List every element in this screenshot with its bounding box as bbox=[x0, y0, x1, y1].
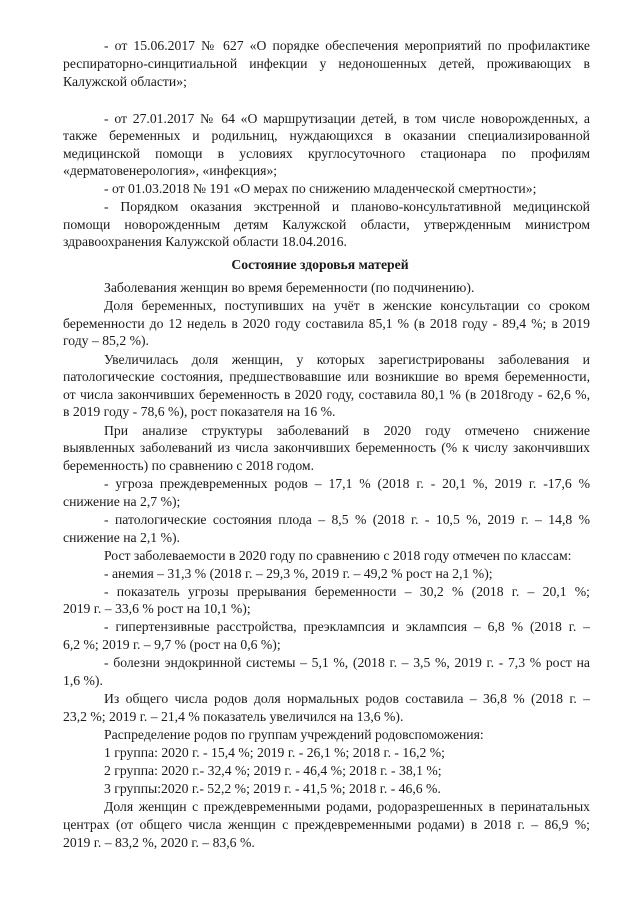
text-line: снижение на 2,7 %); bbox=[63, 494, 181, 509]
text-line: респираторно-синцитиальной инфекции у недоношенных детей, проживающих в bbox=[63, 56, 590, 71]
text-line: 3 группы:2020 г.- 52,2 %; 2019 г. - 41,5 %; 2018 г. - 46,6 %. bbox=[104, 781, 441, 796]
text-line: выявленных заболеваний из числа закончивших беременность (% к числу закончивших bbox=[63, 440, 590, 455]
text-line: 6,2 %; 2019 г. – 9,7 % (рост на 0,6 %); bbox=[63, 637, 281, 652]
text-line: беременность) по сравнению с 2018 годом. bbox=[63, 458, 315, 473]
text-line: здравоохранения Калужской области 18.04.2016. bbox=[63, 234, 347, 249]
text-line: Доля женщин с преждевременными родами, родоразрешенных в перинатальных bbox=[104, 799, 590, 814]
text-line: При анализе структуры заболеваний в 2020 году отмечено снижение bbox=[104, 423, 590, 438]
text-line: также беременных и родильниц, нуждающихся в оказании специализированной bbox=[63, 128, 590, 143]
text-line: Рост заболеваемости в 2020 году по сравнению с 2018 году отмечен по классам: bbox=[104, 548, 572, 563]
text-line: 1,6 %). bbox=[63, 673, 103, 688]
text-line: Увеличилась доля женщин, у которых зарегистрированы заболевания и bbox=[104, 352, 590, 367]
text-line: Распределение родов по группам учреждений родовспоможения: bbox=[104, 727, 484, 742]
text-line: центрах (от общего числа женщин с преждевременными родами) в 2018 г. – 86,9 %; bbox=[63, 817, 590, 832]
text-line: - от 15.06.2017 № 627 «О порядке обеспечения мероприятий по профилактике bbox=[104, 38, 590, 53]
text-line: - показатель угрозы прерывания беременности – 30,2 % (2018 г. – 20,1 %; bbox=[104, 584, 590, 599]
text-line: - патологические состояния плода – 8,5 % (2018 г. - 10,5 %, 2019 г. – 14,8 % bbox=[104, 512, 590, 527]
text-line: 2 группа: 2020 г.- 32,4 %; 2019 г. - 46,4 %; 2018 г. - 38,1 %; bbox=[104, 763, 442, 778]
text-line: Доля беременных, поступивших на учёт в женские консультации со сроком bbox=[104, 298, 590, 313]
text-line: от числа закончивших беременность в 2020 году, составила 80,1 % (в 2018году - 62,6 %, bbox=[63, 387, 590, 402]
text-line: беременности до 12 недель в 2020 году составила 85,1 % (в 2018 году - 89,4 %; в 2019 bbox=[63, 316, 590, 331]
text-line: Заболевания женщин во время беременности (по подчинению). bbox=[104, 280, 475, 295]
text-line: 2019 г. – 33,6 % рост на 10,1 %); bbox=[63, 601, 251, 616]
text-line: патологические состояния, предшествовавшие или возникшие во время беременности, bbox=[63, 369, 590, 384]
text-line: медицинской помощи в условиях круглосуточного стационара по профилям bbox=[63, 146, 590, 161]
text-line: Из общего числа родов доля нормальных родов составила – 36,8 % (2018 г. – bbox=[104, 691, 590, 706]
text-line: - анемия – 31,3 % (2018 г. – 29,3 %, 2019 г. – 49,2 % рост на 2,1 %); bbox=[104, 566, 493, 581]
text-line: «дерматовенерология», «инфекция»; bbox=[63, 163, 278, 178]
text-line: 1 группа: 2020 г. - 15,4 %; 2019 г. - 26,1 %; 2018 г. - 16,2 %; bbox=[104, 745, 445, 760]
text-line: снижение на 2,1 %). bbox=[63, 530, 180, 545]
text-line: - Порядком оказания экстренной и планово-консультативной медицинской bbox=[104, 199, 590, 214]
text-line: 23,2 %; 2019 г. – 21,4 % показатель увеличился на 13,6 %). bbox=[63, 709, 404, 724]
text-line: - угроза преждевременных родов – 17,1 % (2018 г. - 20,1 %, 2019 г. -17,6 % bbox=[104, 476, 590, 491]
text-line: 2019 г. – 83,2 %, 2020 г. – 83,6 %. bbox=[63, 835, 255, 850]
text-line: в 2019 году - 78,6 %), рост показателя на 16 %. bbox=[63, 404, 336, 419]
text-line: - болезни эндокринной системы – 5,1 %, (2018 г. – 3,5 %, 2019 г. - 7,3 % рост на bbox=[104, 655, 590, 670]
text-line: году – 85,2 %). bbox=[63, 333, 149, 348]
section-heading: Состояние здоровья матерей bbox=[231, 257, 409, 272]
text-line: помощи новорожденным детям Калужской области, утвержденным министром bbox=[63, 217, 590, 232]
text-line: - от 01.03.2018 № 191 «О мерах по снижению младенческой смертности»; bbox=[104, 181, 537, 196]
text-line: - от 27.01.2017 № 64 «О маршрутизации детей, в том числе новорожденных, а bbox=[104, 111, 590, 126]
text-line: Калужской области»; bbox=[63, 74, 187, 89]
text-line: - гипертензивные расстройства, преэклампсия и эклампсия – 6,8 % (2018 г. – bbox=[104, 619, 590, 634]
